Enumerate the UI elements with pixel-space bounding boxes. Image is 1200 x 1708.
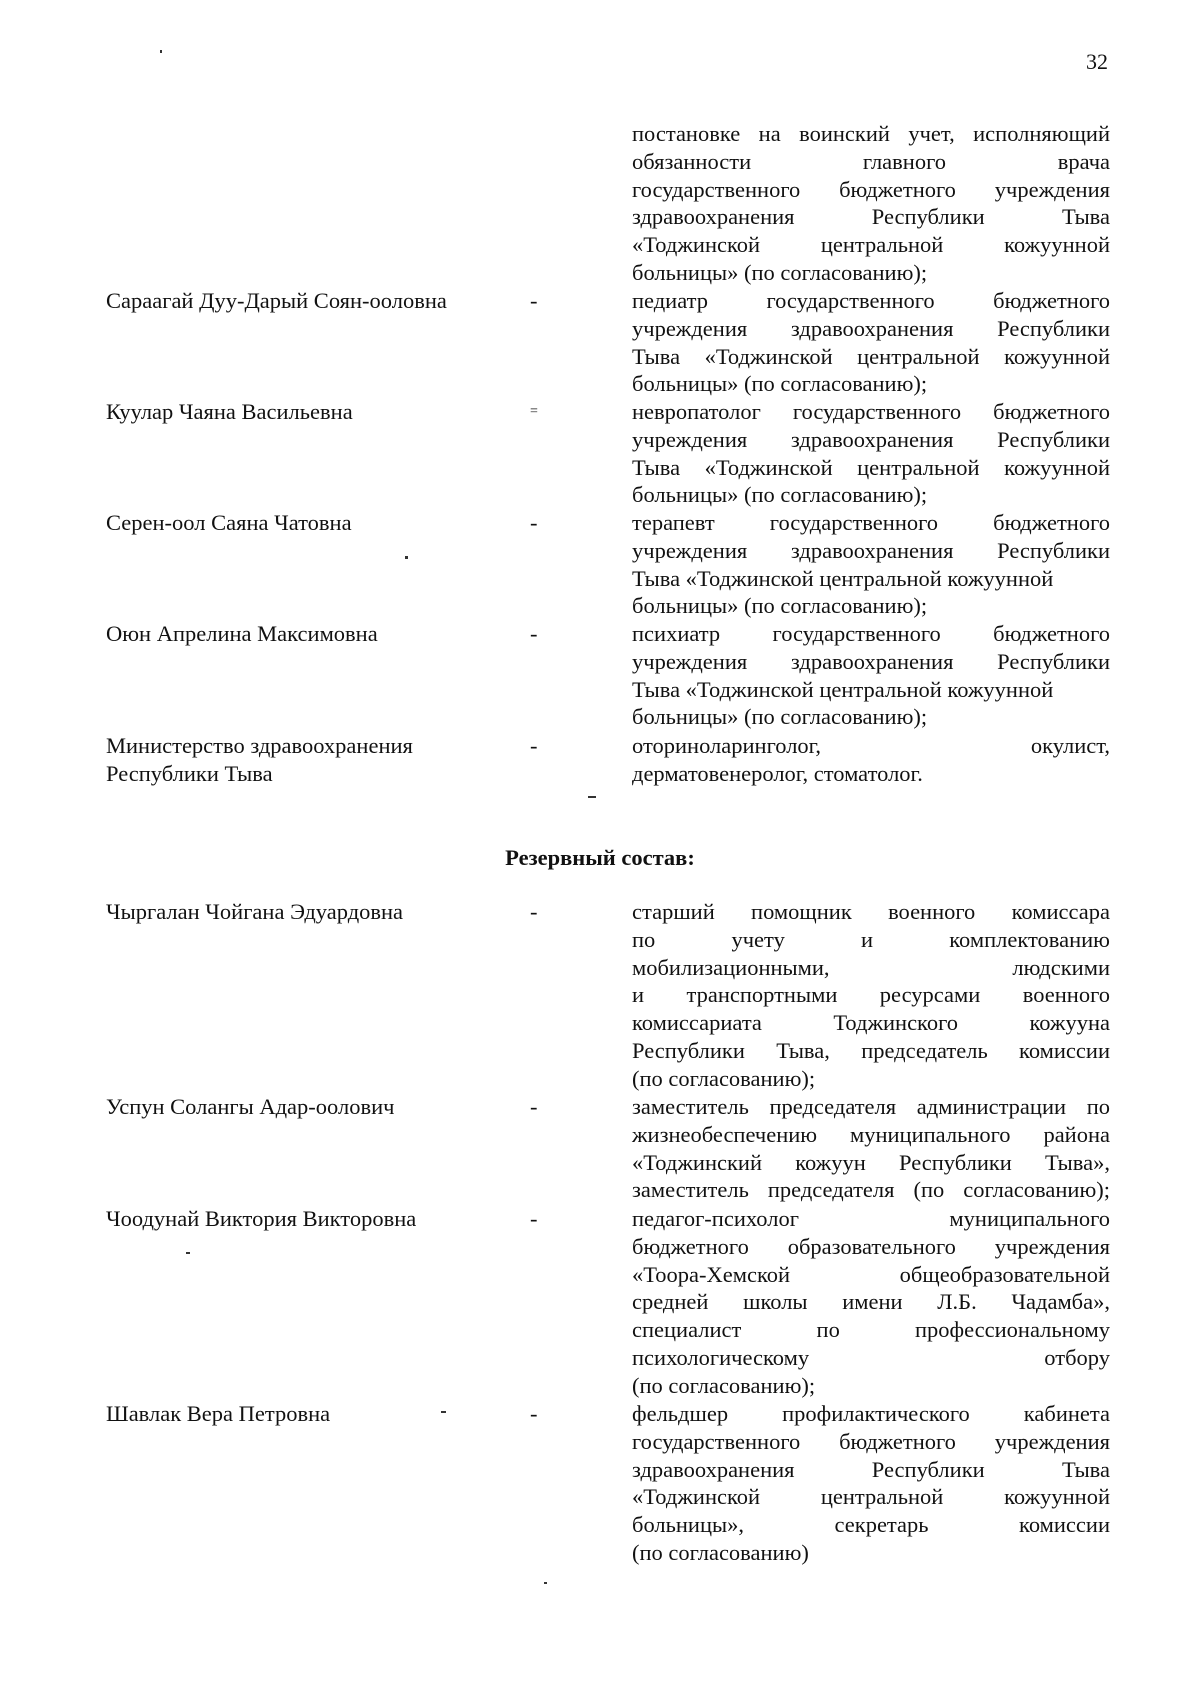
description-line: «Тоджинской центральной кожуунной (632, 1484, 1110, 1510)
description-line: по учету и комплектованию (632, 926, 1110, 952)
description-line: учреждения здравоохранения Республики (632, 648, 1110, 674)
description-line: (по согласованию); (632, 1372, 816, 1398)
member-description (632, 898, 1110, 1093)
intro-line: больницы» (по согласованию); (632, 259, 928, 285)
description-line: психологическому отбору (632, 1344, 1110, 1370)
member-name-line: Оюн Апрелина Максимовна (106, 621, 378, 646)
member-name (106, 1400, 506, 1428)
member-description (632, 620, 1110, 731)
member-dash: - (530, 733, 538, 758)
description-line: государственного бюджетного учреждения (632, 1428, 1110, 1454)
description-line: специалист по профессиональному (632, 1317, 1110, 1343)
member-name (106, 287, 506, 315)
description-line: терапевт государственного бюджетного (632, 510, 1110, 535)
scan-speck (544, 1582, 547, 1584)
member-name (106, 732, 506, 788)
scan-speck (186, 1252, 190, 1254)
member-dash: - (530, 1206, 538, 1231)
description-line: педагог-психолог муниципального (632, 1206, 1110, 1231)
member-name (106, 509, 506, 537)
description-line: бюджетного образовательного учреждения (632, 1233, 1110, 1259)
member-dash: - (530, 1094, 538, 1119)
member-name-line: Министерство здравоохранения (106, 733, 413, 758)
description-line: оториноларинголог, окулист, (632, 733, 1110, 758)
member-name (106, 398, 506, 426)
member-name-line: Чоодунай Виктория Викторовна (106, 1206, 417, 1231)
intro-line: постановке на воинский учет, исполняющий (632, 121, 1110, 146)
description-line: (по согласованию) (632, 1539, 809, 1565)
description-line: старший помощник военного комиссара (632, 899, 1110, 924)
description-line: больницы», секретарь комиссии (632, 1512, 1110, 1538)
description-line: фельдшер профилактического кабинета (632, 1401, 1110, 1426)
description-line: Тыва «Тоджинской центральной кожуунной (632, 343, 1110, 369)
member-dash: - (530, 621, 538, 646)
description-line: больницы» (по согласованию); (632, 593, 928, 619)
member-name (106, 1093, 506, 1121)
member-dash: - (530, 510, 538, 535)
description-line: Тыва «Тоджинской центральной кожуунной (632, 565, 1054, 591)
member-description (632, 1205, 1110, 1400)
member-description (632, 398, 1110, 509)
member-name (106, 620, 506, 648)
member-name (106, 1205, 506, 1233)
scan-speck (405, 556, 408, 559)
member-dash: - (530, 1401, 538, 1426)
member-name-line: Серен-оол Саяна Чатовна (106, 510, 352, 535)
intro-continuation (632, 120, 1110, 287)
member-dash: - (530, 899, 538, 924)
member-description (632, 1400, 1110, 1567)
page-number: 32 (1086, 49, 1108, 74)
member-dash: - (530, 288, 538, 313)
description-line: учреждения здравоохранения Республики (632, 426, 1110, 452)
description-line: «Тоджинский кожуун Республики Тыва», (632, 1149, 1110, 1175)
description-line: педиатр государственного бюджетного (632, 288, 1110, 313)
description-line: и транспортными ресурсами военного (632, 982, 1110, 1008)
intro-line: здравоохранения Республики Тыва (632, 204, 1110, 230)
description-line: здравоохранения Республики Тыва (632, 1456, 1110, 1482)
description-line: комиссариата Тоджинского кожууна (632, 1010, 1110, 1036)
description-line: учреждения здравоохранения Республики (632, 315, 1110, 341)
description-line: Республики Тыва, председатель комиссии (632, 1037, 1110, 1063)
description-line: больницы» (по согласованию); (632, 482, 928, 508)
description-line: дерматовенеролог, стоматолог. (632, 760, 923, 786)
member-name-line: Шавлак Вера Петровна (106, 1401, 331, 1426)
member-description (632, 287, 1110, 398)
description-line: Тыва «Тоджинской центральной кожуунной (632, 454, 1110, 480)
intro-line: «Тоджинской центральной кожуунной (632, 232, 1110, 258)
scan-speck (441, 1411, 446, 1413)
member-name-line: Чыргалан Чойгана Эдуардовна (106, 899, 404, 924)
intro-line: обязанности главного врача (632, 148, 1110, 174)
description-line: средней школы имени Л.Б. Чадамба», (632, 1289, 1110, 1315)
member-name (106, 898, 506, 926)
description-line: невропатолог государственного бюджетного (632, 399, 1110, 424)
section-heading: Резервный состав: (505, 845, 695, 870)
intro-line: государственного бюджетного учреждения (632, 176, 1110, 202)
scan-speck (160, 50, 162, 53)
member-name-line: Успун Солангы Адар-оолович (106, 1094, 395, 1119)
description-line: учреждения здравоохранения Республики (632, 537, 1110, 563)
description-line: жизнеобеспечению муниципального района (632, 1121, 1110, 1147)
member-dash: = (530, 404, 538, 419)
member-description (632, 509, 1110, 620)
member-name-line: Куулар Чаяна Васильевна (106, 399, 353, 424)
description-line: заместитель председателя (по согласованию); (632, 1177, 1110, 1203)
scan-speck (588, 796, 596, 798)
member-description (632, 732, 1110, 788)
description-line: мобилизационными, людскими (632, 954, 1110, 980)
member-name-line: Республики Тыва (106, 760, 273, 786)
description-line: «Тоора-Хемской общеобразовательной (632, 1261, 1110, 1287)
description-line: заместитель председателя администрации по (632, 1094, 1110, 1119)
member-name-line: Сараагай Дуу-Дарый Соян-ооловна (106, 288, 447, 313)
description-line: больницы» (по согласованию); (632, 704, 928, 730)
description-line: Тыва «Тоджинской центральной кожуунной (632, 676, 1054, 702)
description-line: (по согласованию); (632, 1065, 816, 1091)
member-description (632, 1093, 1110, 1204)
description-line: больницы» (по согласованию); (632, 371, 928, 397)
description-line: психиатр государственного бюджетного (632, 621, 1110, 646)
